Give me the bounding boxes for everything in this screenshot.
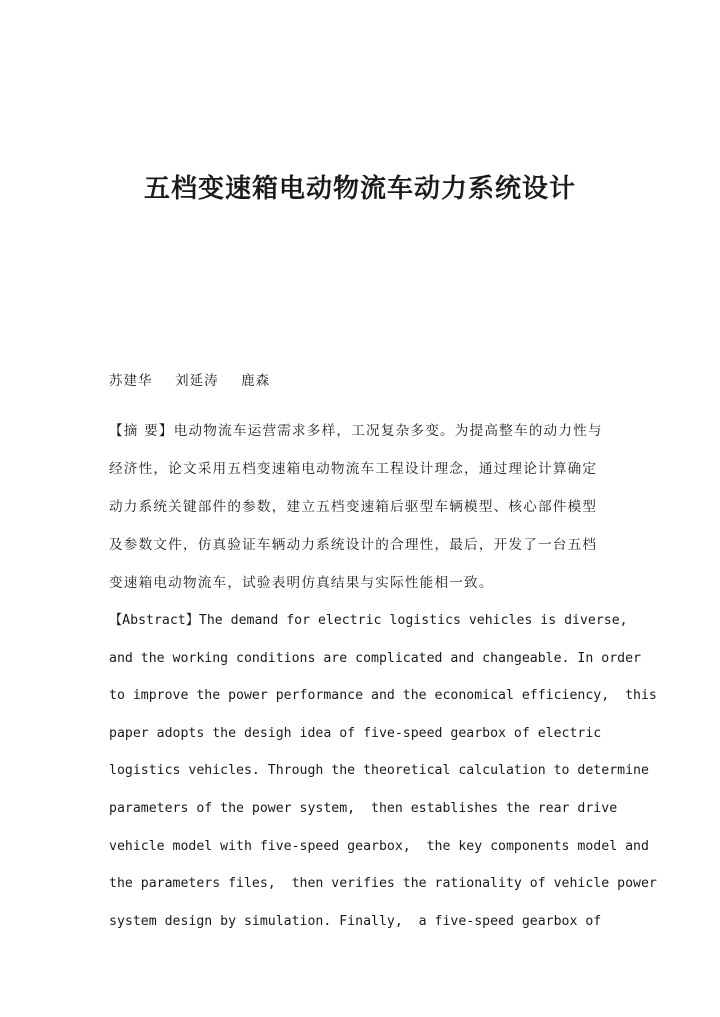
abstract-en-line: 【Abstract】The demand for electric logistics vehicles is diverse, xyxy=(109,613,628,628)
chinese-abstract xyxy=(109,412,609,602)
abstract-en-line: to improve the power performance and the economical efficiency, this xyxy=(109,688,657,704)
abstract-en-line: and the working conditions are complicated and changeable. In order xyxy=(109,650,641,666)
abstract-en-line: the parameters files, then verifies the rationality of vehicle power xyxy=(109,876,657,892)
english-abstract xyxy=(109,602,657,940)
paper-title: 五档变速箱电动物流车动力系统设计 xyxy=(143,174,576,204)
abstract-en-line: system design by simulation. Finally, a five-speed gearbox of xyxy=(109,913,602,929)
abstract-zh-text: 电动物流车运营需求多样，工况复杂多变。为提高整车的动力性与经济性，论文采用五档变速箱电动物流车工程设计理念，通过理论计算确定动力系统关键部件的参数，建立五档变速箱后驱型车辆模型、核心部件模型及参数文件，仿真验证车辆动力系统设计的合理性，最后，开发了一台五档变速箱电动物流车，试验表明仿真结果与实际性能相一致。 xyxy=(109,423,603,591)
abstract-en-line: parameters of the power system, then establishes the rear drive xyxy=(109,800,618,816)
abstract-en-line: vehicle model with five-speed gearbox, the key components model and xyxy=(109,838,649,854)
abstract-zh-label: 【摘 要】 xyxy=(109,423,174,439)
abstract-en-line: logistics vehicles. Through the theoretical calculation to determine xyxy=(109,763,649,779)
abstract-en-line: paper adopts the desigh idea of five-speed gearbox of electric xyxy=(109,725,602,741)
author-list: 苏建华 刘延涛 鹿森 xyxy=(109,373,271,389)
